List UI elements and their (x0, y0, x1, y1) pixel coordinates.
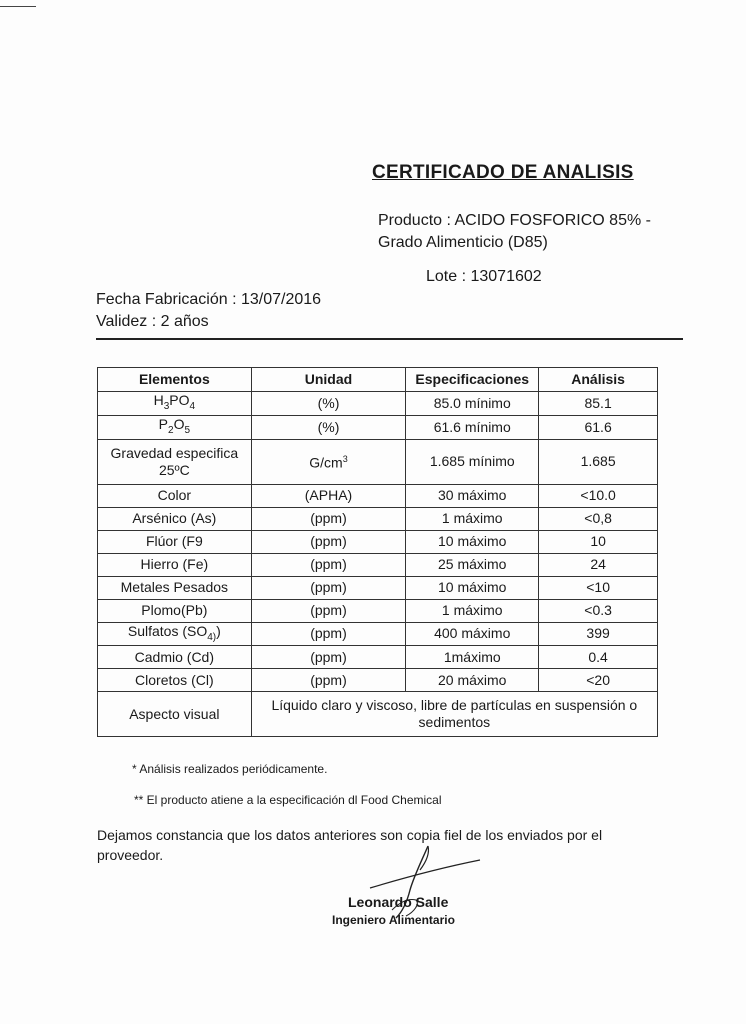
unit-cell: (APHA) (251, 484, 406, 507)
element-cell: Sulfatos $(SO_{4)})$ (98, 622, 252, 646)
header-unidad: Unidad (251, 368, 406, 392)
unit-text: G/cm (309, 454, 343, 471)
spec-cell: 400 máximo (406, 622, 539, 646)
element-cell: Metales Pesados (98, 576, 252, 599)
dates-block (96, 289, 321, 333)
header-elementos: Elementos (98, 368, 252, 392)
certification-statement: Dejamos constancia que los datos anteriores son copia fiel de los enviados por el proveedor. (97, 827, 603, 863)
table-row (98, 622, 658, 646)
spec-cell: 85.0 mínimo (406, 392, 539, 416)
spec-cell: 1máximo (406, 646, 539, 669)
element-cell (98, 439, 252, 484)
header-analisis: Análisis (539, 368, 658, 392)
element-cell: Hierro (Fe) (98, 553, 252, 576)
spec-cell: 10 máximo (406, 576, 539, 599)
analysis-cell: <20 (539, 669, 658, 692)
table-row (98, 507, 658, 530)
spec-cell: 25 máximo (406, 553, 539, 576)
product-line-1: Producto : ACIDO FOSFORICO 85% - (378, 212, 651, 229)
analysis-cell: 85.1 (539, 392, 658, 416)
signatory-name: Leonardo Salle (348, 894, 449, 910)
table-row (98, 484, 658, 507)
unit-cell: (ppm) (251, 599, 406, 622)
spec-cell: 1.685 mínimo (406, 439, 539, 484)
table-row (98, 530, 658, 553)
description-line-2: sedimentos (418, 714, 491, 731)
analysis-cell: 24 (539, 553, 658, 576)
spec-cell: 1 máximo (406, 507, 539, 530)
unit-cell: (ppm) (251, 646, 406, 669)
analysis-cell: <0,8 (539, 507, 658, 530)
unit-cell (251, 439, 406, 484)
unit-cell: (ppm) (251, 530, 406, 553)
analysis-cell: 10 (539, 530, 658, 553)
product-description (378, 210, 651, 254)
table-row (98, 553, 658, 576)
merged-description-cell (251, 692, 657, 737)
table-row (98, 599, 658, 622)
analysis-cell: <10.0 (539, 484, 658, 507)
analysis-cell: 61.6 (539, 415, 658, 439)
table-row (98, 576, 658, 599)
table-row (98, 669, 658, 692)
element-line-2: 25ºC (158, 461, 190, 478)
unit-cell: (ppm) (251, 622, 406, 646)
table-row (98, 392, 658, 416)
element-cell: Cadmio (Cd) (98, 646, 252, 669)
footnote-2: ** El producto atiene a la especificación dl Food Chemical (134, 793, 442, 807)
table-row (98, 646, 658, 669)
analysis-cell: <0.3 (539, 599, 658, 622)
table-row (98, 415, 658, 439)
footnotes (132, 762, 442, 824)
element-cell: $P_2O_5$ (98, 415, 252, 439)
table-row (98, 692, 658, 737)
element-cell: Flúor (F9 (98, 530, 252, 553)
unit-cell: (%) (251, 415, 406, 439)
analysis-cell: 0.4 (539, 646, 658, 669)
table-row (98, 439, 658, 484)
analysis-cell: 399 (539, 622, 658, 646)
table-header-row (98, 368, 658, 392)
header-divider (96, 338, 683, 340)
spec-cell: 61.6 mínimo (406, 415, 539, 439)
footnote-1: * Análisis realizados periódicamente. (132, 762, 328, 776)
scan-corner-mark (0, 6, 36, 7)
element-cell: Aspecto visual (98, 692, 252, 737)
spec-cell: 30 máximo (406, 484, 539, 507)
element-cell: Arsénico (As) (98, 507, 252, 530)
analysis-cell: <10 (539, 576, 658, 599)
header-especificaciones: Especificaciones (406, 368, 539, 392)
description-line-1: Líquido claro y viscoso, libre de partículas en suspensión o (271, 697, 638, 714)
unit-cell: (ppm) (251, 576, 406, 599)
unit-superscript: 3 (342, 454, 348, 465)
unit-cell: (%) (251, 392, 406, 416)
validity: Validez : 2 años (96, 313, 209, 330)
unit-cell: (ppm) (251, 669, 406, 692)
element-cell: Color (98, 484, 252, 507)
element-cell: Cloretos (Cl) (98, 669, 252, 692)
document-title: CERTIFICADO DE ANALISIS (372, 162, 634, 183)
product-line-2: Grado Alimenticio (D85) (378, 234, 548, 251)
spec-cell: 20 máximo (406, 669, 539, 692)
spec-cell: 1 máximo (406, 599, 539, 622)
element-cell: Plomo(Pb) (98, 599, 252, 622)
lot-number: Lote : 13071602 (426, 268, 542, 285)
unit-cell: (ppm) (251, 553, 406, 576)
spec-cell: 10 máximo (406, 530, 539, 553)
signatory-role: Ingeniero Alimentario (332, 913, 455, 927)
manufacture-date: Fecha Fabricación : 13/07/2016 (96, 291, 322, 308)
unit-cell: (ppm) (251, 507, 406, 530)
element-cell: $H_3PO_4$ (98, 392, 252, 416)
signature-block (330, 840, 530, 940)
analysis-cell: 1.685 (539, 439, 658, 484)
element-line-1: Gravedad especifica (110, 444, 239, 461)
analysis-table (97, 367, 658, 737)
